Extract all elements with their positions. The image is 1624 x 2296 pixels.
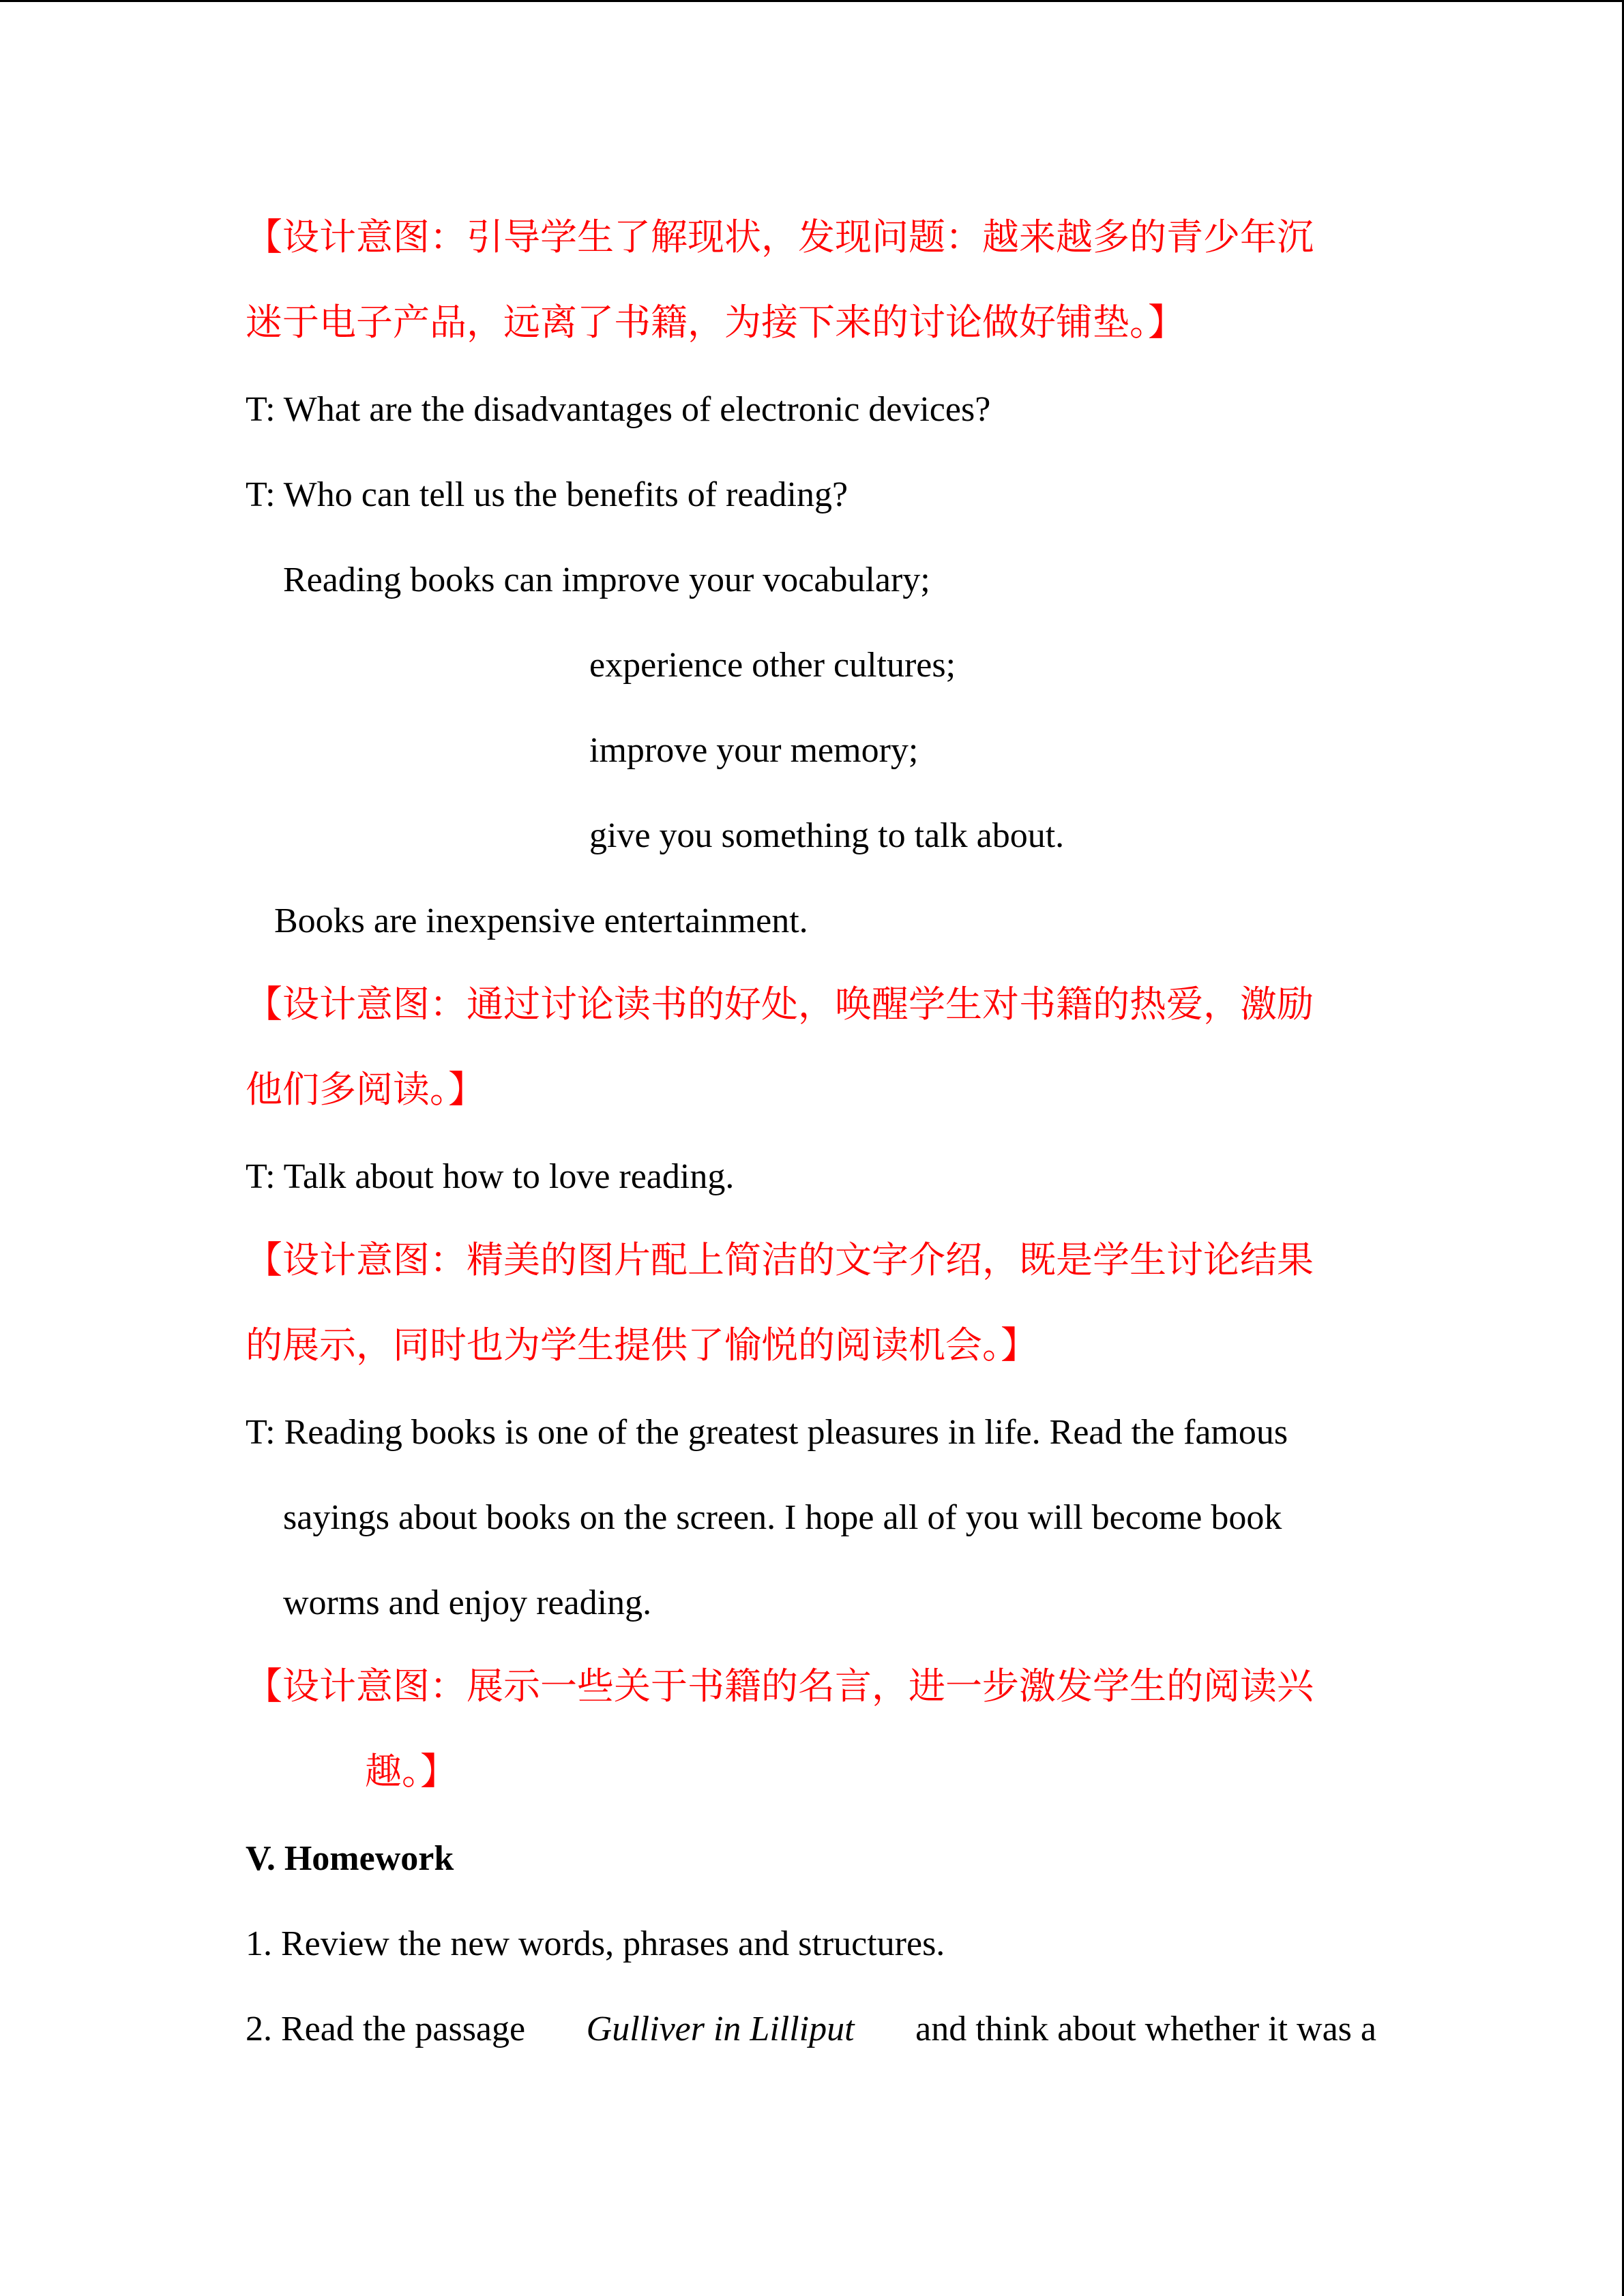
design-intent-2-line-1: 【设计意图：通过讨论读书的好处，唤醒学生对书籍的热爱，激励: [246, 983, 1314, 1026]
teacher-paragraph-line-1: T: Reading books is one of the greatest pleasures in life. Read the famous: [246, 1413, 1288, 1452]
design-intent-4-line-1: 【设计意图：展示一些关于书籍的名言，进一步激发学生的阅读兴: [246, 1665, 1314, 1708]
homework-item-2-title: Gulliver in Lilliput: [586, 2010, 855, 2048]
benefit-cultures: experience other cultures;: [589, 646, 956, 685]
teacher-question-benefits: T: Who can tell us the benefits of reading?: [246, 475, 848, 514]
design-intent-3-line-1: 【设计意图：精美的图片配上简洁的文字介绍，既是学生讨论结果: [246, 1238, 1314, 1281]
homework-item-2-prefix: 2. Read the passage: [246, 2010, 526, 2048]
teacher-paragraph-line-3: worms and enjoy reading.: [283, 1583, 652, 1622]
design-intent-3-line-2: 的展示，同时也为学生提供了愉悦的阅读机会。】: [246, 1324, 1037, 1367]
benefit-talk: give you something to talk about.: [589, 816, 1065, 855]
benefit-entertainment: Books are inexpensive entertainment.: [274, 901, 808, 940]
design-intent-1-line-1: 【设计意图：引导学生了解现状，发现问题：越来越多的青少年沉: [246, 215, 1314, 258]
teacher-talk-love-reading: T: Talk about how to love reading.: [246, 1157, 735, 1196]
homework-item-1: 1. Review the new words, phrases and structures.: [246, 1924, 945, 1963]
design-intent-4-line-2: 趣。】: [365, 1750, 457, 1793]
teacher-question-disadvantages: T: What are the disadvantages of electronic devices?: [246, 390, 991, 429]
benefit-memory: improve your memory;: [589, 731, 919, 770]
design-intent-2-line-2: 他们多阅读。】: [246, 1068, 485, 1111]
design-intent-1-line-2: 迷于电子产品，远离了书籍，为接下来的讨论做好铺垫。】: [246, 301, 1185, 344]
homework-heading: V. Homework: [246, 1839, 454, 1878]
homework-item-2: [246, 2006, 1376, 2053]
benefit-vocabulary: Reading books can improve your vocabulary;: [283, 561, 930, 599]
homework-item-2-suffix: and think about whether it was a: [915, 2010, 1376, 2048]
teacher-paragraph-line-2: sayings about books on the screen. I hope all of you will become book: [283, 1498, 1282, 1537]
page-border-top: [0, 0, 1624, 2]
